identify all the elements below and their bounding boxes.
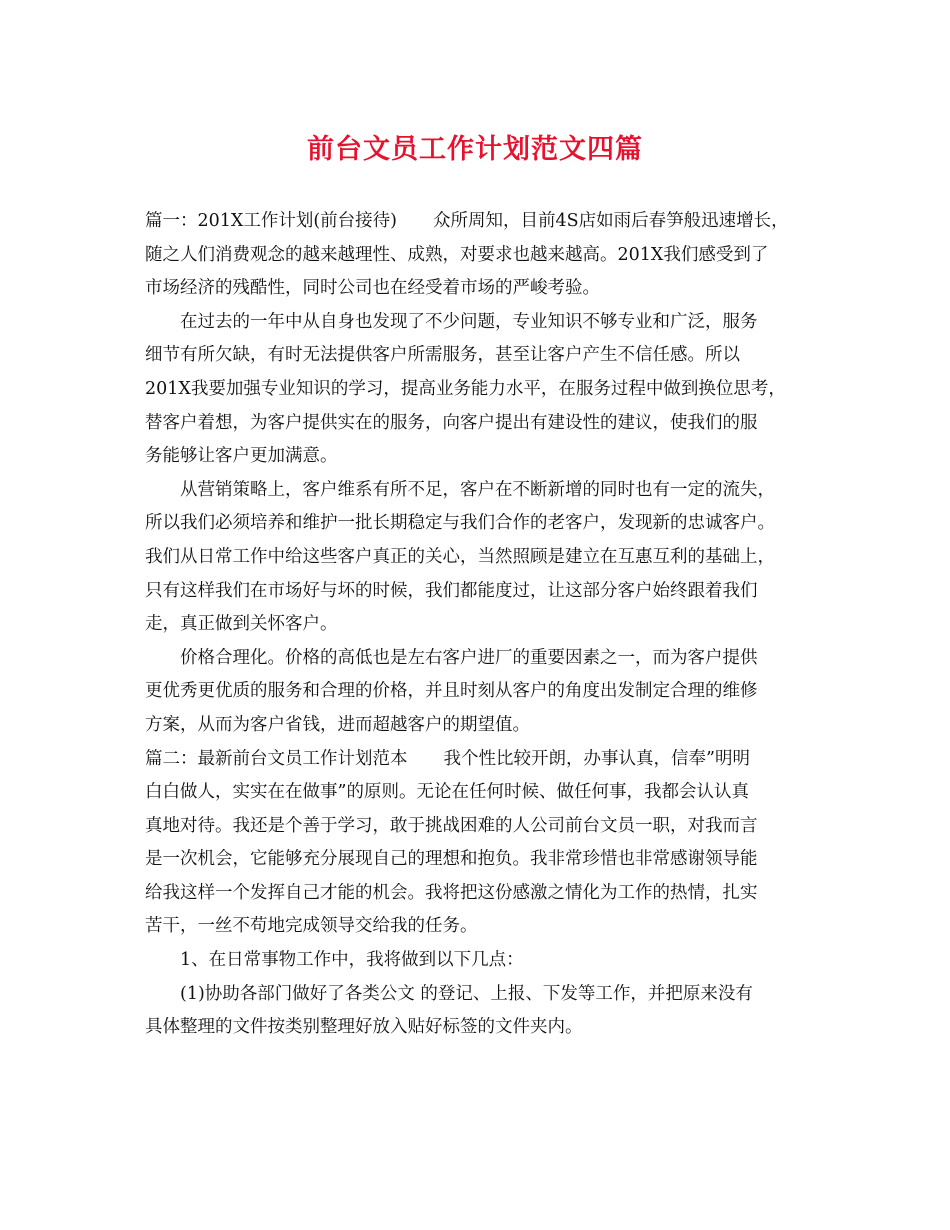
document-title: 前台文员工作计划范文四篇: [307, 134, 643, 165]
section-heading: 篇一：201X工作计划(前台接待): [145, 211, 398, 231]
paragraph-line: 走，真正做到关怀客户。: [145, 614, 338, 635]
paragraph-line: 市场经济的残酷性，同时公司也在经受着市场的严峻考验。: [145, 278, 600, 299]
paragraph-line: 201X我要加强专业知识的学习，提高业务能力水平，在服务过程中做到换位思考，: [145, 378, 786, 399]
paragraph-line: 细节有所欠缺，有时无法提供客户所需服务，甚至让客户产生不信任感。所以: [145, 345, 740, 366]
paragraph-line: 苦干，一丝不苟地完成领导交给我的任务。: [145, 916, 478, 937]
paragraph-line: 从营销策略上，客户维系有所不足，客户在不断新增的同时也有一定的流失，: [180, 479, 775, 500]
paragraph-line: 替客户着想，为客户提供实在的服务，向客户提出有建设性的建议，使我们的服: [145, 412, 758, 433]
paragraph-line: 真地对待。我还是个善于学习，敢于挑战困难的人公司前台文员一职，对我而言: [145, 815, 758, 836]
paragraph-line: 随之人们消费观念的越来越理性、成熟，对要求也越来越高。201X我们感受到了: [145, 244, 769, 265]
document-body: [145, 205, 810, 1045]
list-item: (1)协助各部门做好了各类公文 的登记、上报、下发等工作，并把原来没有: [180, 983, 753, 1004]
paragraph-line: 在过去的一年中从自身也发现了不少问题，专业知识不够专业和广泛，服务: [180, 311, 758, 332]
paragraph-line: [145, 205, 810, 239]
paragraph-line: 务能够让客户更加满意。: [145, 446, 338, 467]
list-heading: 1、在日常事物工作中，我将做到以下几点：: [180, 950, 524, 971]
paragraph-line: 价格合理化。价格的高低也是左右客户进厂的重要因素之一，而为客户提供: [180, 647, 758, 668]
paragraph-text: 众所周知，目前4S店如雨后春笋般迅速增长，: [433, 211, 789, 231]
paragraph-line: 具体整理的文件按类别整理好放入贴好标签的文件夹内。: [145, 1017, 583, 1038]
paragraph-text: 我个性比较开朗，办事认真，信奉”明明: [443, 748, 750, 769]
paragraph-line: 只有这样我们在市场好与坏的时候，我们都能度过，让这部分客户始终跟着我们: [145, 580, 758, 601]
paragraph-line: 是一次机会，它能够充分展现自己的理想和抱负。我非常珍惜也非常感谢领导能: [145, 849, 758, 870]
paragraph-line: [145, 743, 810, 777]
paragraph-line: 白白做人，实实在在做事”的原则。无论在任何时候、做任何事，我都会认认真: [145, 782, 749, 803]
paragraph-line: 方案，从而为客户省钱，进而超越客户的期望值。: [145, 714, 530, 735]
paragraph-line: 我们从日常工作中给这些客户真正的关心，当然照顾是建立在互惠互利的基础上，: [145, 546, 775, 567]
paragraph-line: 给我这样一个发挥自己才能的机会。我将把这份感激之情化为工作的热情，扎实: [145, 882, 758, 903]
section-heading: 篇二：最新前台文员工作计划范本: [145, 748, 408, 769]
paragraph-line: 所以我们必须培养和维护一批长期稳定与我们合作的老客户，发现新的忠诚客户。: [145, 513, 775, 534]
paragraph-line: 更优秀更优质的服务和合理的价格，并且时刻从客户的角度出发制定合理的维修: [145, 681, 758, 702]
